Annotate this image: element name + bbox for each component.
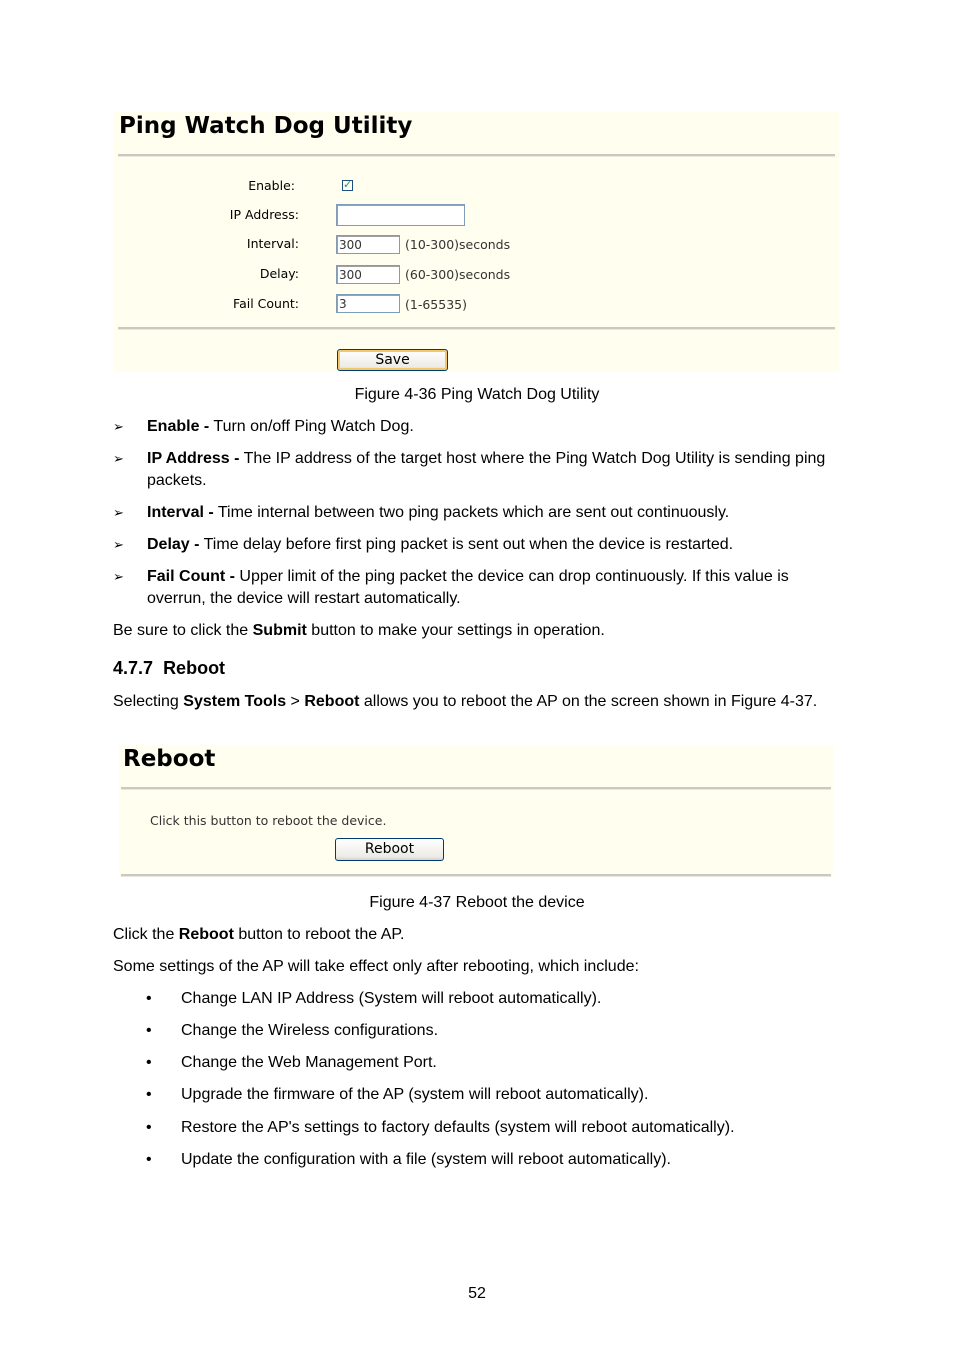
- checkmark-icon: ✓: [343, 179, 353, 191]
- arrow-bullet-icon: ➢: [113, 569, 124, 584]
- click-reboot-note: Click the Reboot button to reboot the AP.: [113, 926, 405, 943]
- delay-input[interactable]: [336, 265, 400, 284]
- reboot-intro: Selecting System Tools > Reboot allows you to reboot the AP on the screen shown in Figure 4-37.: [113, 693, 818, 710]
- fail-count-hint: (1-65535): [405, 297, 467, 312]
- title-divider: [118, 154, 835, 157]
- arrow-bullet-icon: ➢: [113, 419, 124, 434]
- dot-bullet-icon: •: [146, 1119, 152, 1136]
- interval-hint: (10-300)seconds: [405, 237, 511, 252]
- reboot-title: Reboot: [123, 746, 216, 772]
- save-button[interactable]: Save: [337, 349, 448, 371]
- arrow-bullet-icon: ➢: [113, 451, 124, 466]
- interval-input[interactable]: [336, 235, 400, 254]
- reboot-bottom-divider: [121, 874, 831, 877]
- reboot-title-divider: [121, 787, 831, 790]
- delay-hint: (60-300)seconds: [405, 267, 511, 282]
- ping-watchdog-title: Ping Watch Dog Utility: [119, 113, 413, 139]
- settings-intro: Some settings of the AP will take effect only after rebooting, which include:: [113, 958, 639, 975]
- delay-label: Delay:: [259, 266, 299, 281]
- dot-bullet-icon: •: [146, 990, 152, 1007]
- arrow-bullet-icon: ➢: [113, 537, 124, 552]
- reboot-panel: [119, 745, 833, 877]
- section-heading: 4.7.7 Reboot: [113, 658, 226, 678]
- bullet-enable: ➢ Enable - Turn on/off Ping Watch Dog.: [113, 416, 840, 438]
- interval-label: Interval:: [246, 236, 299, 251]
- dot-bullet-icon: •: [146, 1054, 152, 1071]
- ip-address-input[interactable]: [336, 204, 465, 226]
- arrow-bullet-icon: ➢: [113, 505, 124, 520]
- ip-address-label: IP Address:: [229, 207, 299, 222]
- page-number: 52: [468, 1285, 486, 1302]
- figure-4-37-caption: Figure 4-37 Reboot the device: [369, 894, 585, 911]
- submit-note: Be sure to click the Submit button to make your settings in operation.: [113, 622, 605, 639]
- reboot-button[interactable]: Reboot: [335, 838, 444, 861]
- bullet-ip-address: ➢ IP Address - The IP address of the target host where the Ping Watch Dog Utility is sending ping packets.: [113, 450, 826, 489]
- bullet-delay: ➢ Delay - Time delay before first ping packet is sent out when the device is restarted.: [113, 534, 840, 556]
- form-divider: [118, 327, 835, 330]
- dot-bullet-icon: •: [146, 1086, 152, 1103]
- dot-bullet-icon: •: [146, 1022, 152, 1039]
- enable-checkbox[interactable]: [342, 180, 353, 191]
- dot-bullet-icon: •: [146, 1151, 152, 1168]
- fail-count-input[interactable]: [336, 294, 400, 313]
- reboot-instruction: Click this button to reboot the device.: [150, 813, 387, 828]
- figure-4-36-caption: Figure 4-36 Ping Watch Dog Utility: [354, 386, 600, 403]
- bullet-interval: ➢ Interval - Time internal between two ping packets which are sent out continuously.: [113, 502, 840, 524]
- fail-count-label: Fail Count:: [233, 296, 299, 311]
- enable-label: Enable:: [248, 178, 295, 193]
- bullet-fail-count: ➢ Fail Count - Upper limit of the ping packet the device can drop continuously. If this value is overrun, the device will restart automatically.: [113, 568, 789, 607]
